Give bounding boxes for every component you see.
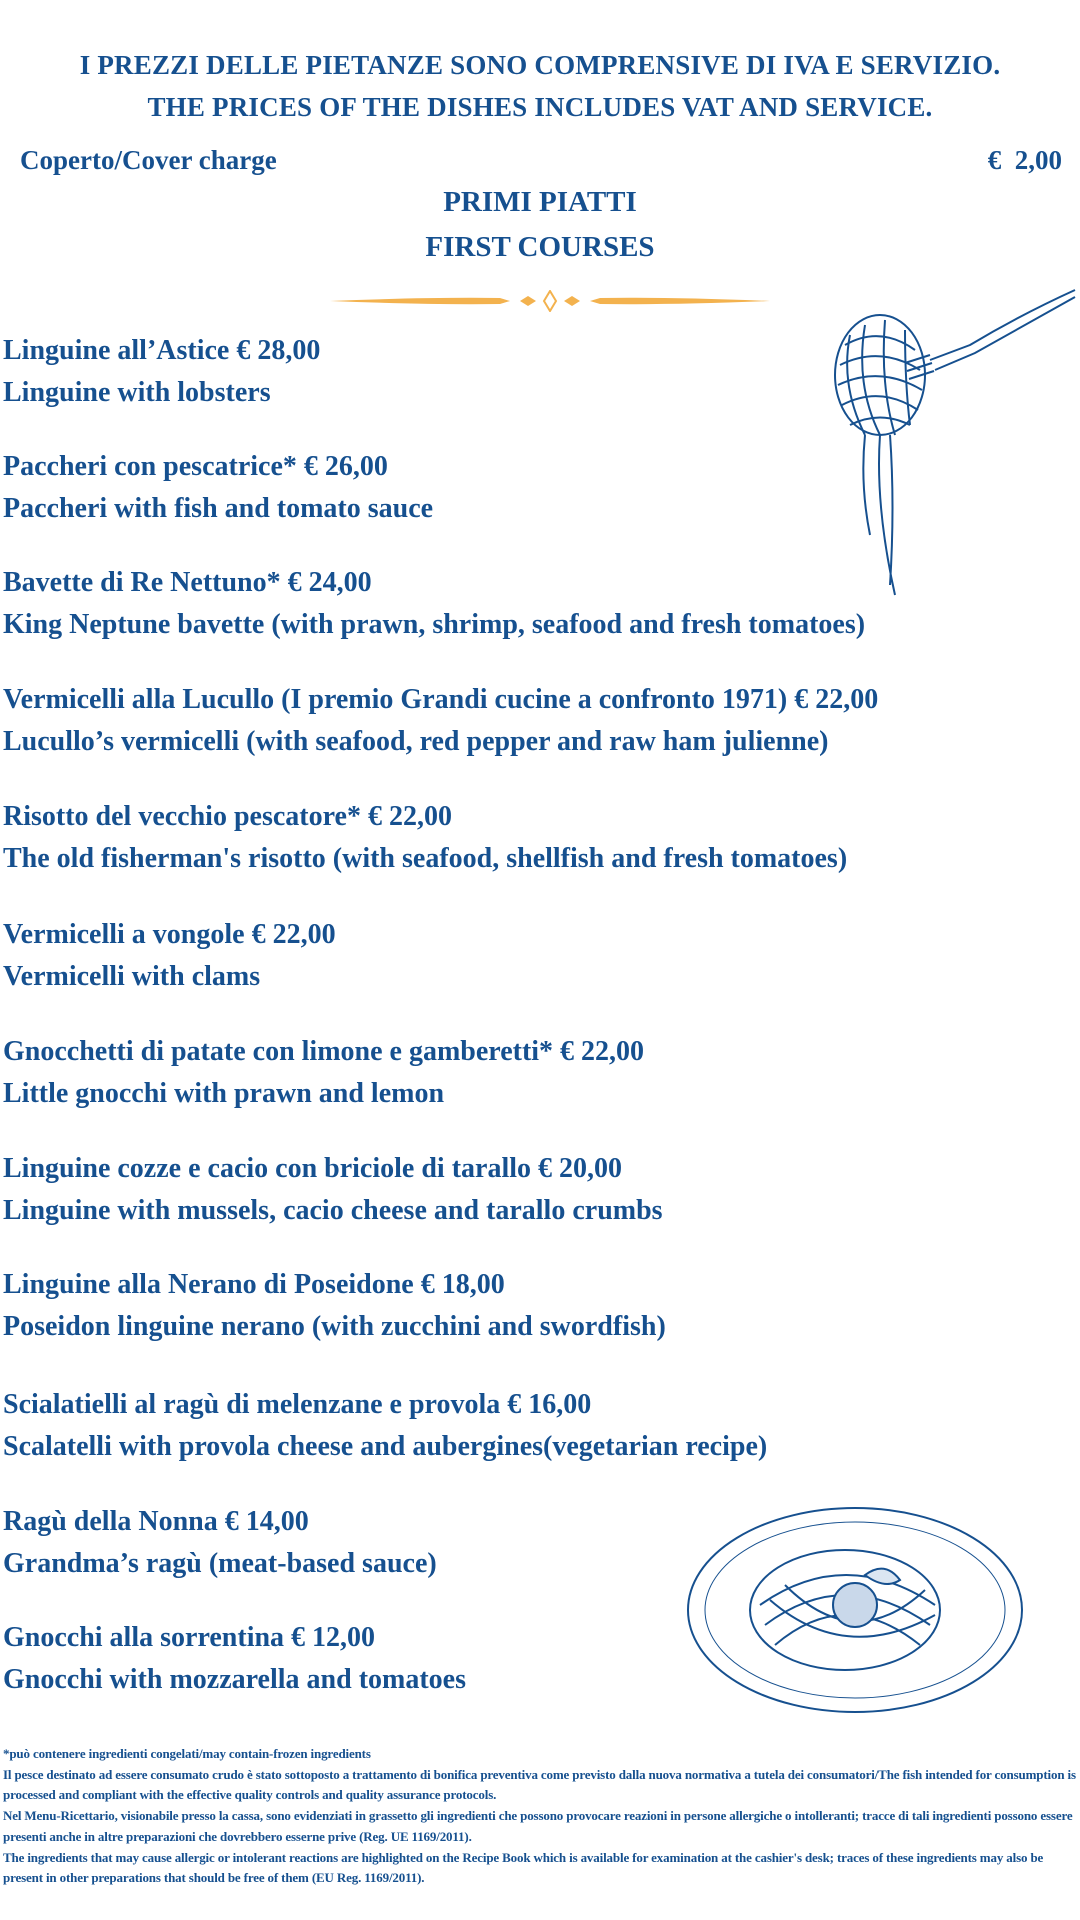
dish-name-italian: Scialatielli al ragù di melenzane e provola € 16,00 bbox=[3, 1389, 592, 1420]
menu-item bbox=[3, 330, 320, 414]
dish-name-italian: Linguine alla Nerano di Poseidone € 18,00 bbox=[3, 1269, 505, 1300]
dish-name-italian: Linguine all’Astice € 28,00 bbox=[3, 335, 321, 366]
menu-item bbox=[3, 914, 336, 998]
dish-name-italian: Bavette di Re Nettuno* € 24,00 bbox=[3, 567, 372, 598]
dish-name-english: Linguine with lobsters bbox=[3, 377, 271, 408]
dish-name-english: Poseidon linguine nerano (with zucchini and swordfish) bbox=[3, 1311, 666, 1342]
cover-charge-price: € 2,00 bbox=[987, 145, 1062, 175]
menu-item bbox=[3, 1384, 767, 1468]
dish-name-italian: Vermicelli alla Lucullo (I premio Grandi cucine a confronto 1971) € 22,00 bbox=[3, 684, 879, 715]
footnote-frozen: *può contenere ingredienti congelati/may contain-frozen ingredients bbox=[3, 1746, 371, 1761]
dish-name-italian: Linguine cozze e cacio con briciole di tarallo € 20,00 bbox=[3, 1153, 623, 1184]
menu-item bbox=[3, 562, 865, 646]
menu-item bbox=[3, 1501, 437, 1585]
dish-name-english: Lucullo’s vermicelli (with seafood, red pepper and raw ham julienne) bbox=[3, 726, 829, 757]
ornament-divider-icon bbox=[330, 290, 770, 312]
pasta-plate-icon bbox=[685, 1505, 1025, 1715]
dish-name-english: Gnocchi with mozzarella and tomatoes bbox=[3, 1664, 466, 1695]
dish-name-english: Vermicelli with clams bbox=[3, 961, 261, 992]
notice-english: THE PRICES OF THE DISHES INCLUDES VAT AND SERVICE. bbox=[147, 92, 933, 122]
menu-item bbox=[3, 1148, 663, 1232]
menu-item bbox=[3, 1031, 644, 1115]
section-title-italian: PRIMI PIATTI bbox=[443, 186, 637, 218]
dish-name-italian: Gnocchetti di patate con limone e gamberetti* € 22,00 bbox=[3, 1036, 645, 1067]
dish-name-italian: Ragù della Nonna € 14,00 bbox=[3, 1506, 309, 1537]
menu-item bbox=[3, 679, 878, 763]
spaghetti-fork-icon bbox=[820, 285, 1080, 605]
dish-name-english: King Neptune bavette (with prawn, shrimp, seafood and fresh tomatoes) bbox=[3, 609, 866, 640]
dish-name-english: Grandma’s ragù (meat-based sauce) bbox=[3, 1548, 437, 1579]
footnote-allergens-italian: Nel Menu-Ricettario, visionabile presso la cassa, sono evidenziati in grassetto gli ingredienti che possono provocare reazioni in persone allergiche o intolleranti; tracce di tali ingredienti possono essere presenti anche in altre preparazioni che dovrebbero esserne prive (Reg. UE 1169/2011). bbox=[3, 1808, 1073, 1844]
menu-item bbox=[3, 1264, 666, 1348]
footnote-raw-fish: Il pesce destinato ad essere consumato crudo è stato sottoposto a trattamento di bonifica preventiva come previsto dalla nuova normativa a tutela dei consumatori/The fish intended for consumption is processed and compliant with the effective quality controls and quality assurance protocols. bbox=[3, 1766, 1076, 1803]
dish-name-italian: Vermicelli a vongole € 22,00 bbox=[3, 919, 336, 950]
dish-name-english: The old fisherman's risotto (with seafood, shellfish and fresh tomatoes) bbox=[3, 843, 848, 874]
cover-charge-label: Coperto/Cover charge bbox=[20, 145, 277, 175]
dish-name-italian: Gnocchi alla sorrentina € 12,00 bbox=[3, 1622, 376, 1653]
dish-name-english: Paccheri with fish and tomato sauce bbox=[3, 493, 434, 524]
dish-name-english: Scalatelli with provola cheese and aubergines(vegetarian recipe) bbox=[3, 1431, 768, 1462]
section-title-english: FIRST COURSES bbox=[425, 231, 655, 263]
menu-item bbox=[3, 1617, 466, 1701]
dish-name-english: Little gnocchi with prawn and lemon bbox=[3, 1078, 445, 1109]
notice-italian: I PREZZI DELLE PIETANZE SONO COMPRENSIVE DI IVA E SERVIZIO. bbox=[79, 50, 1001, 80]
footnotes bbox=[3, 1744, 1077, 1889]
dish-name-italian: Risotto del vecchio pescatore* € 22,00 bbox=[3, 801, 452, 832]
dish-name-english: Linguine with mussels, cacio cheese and tarallo crumbs bbox=[3, 1195, 663, 1226]
menu-item bbox=[3, 796, 847, 880]
footnote-allergens-english: The ingredients that may cause allergic or intolerant reactions are highlighted on the Recipe Book which is available for examination at the cashier's desk; traces of these ingredients may also be present in other preparations that should be free of them (EU Reg. 1169/2011). bbox=[3, 1849, 1044, 1886]
dish-name-italian: Paccheri con pescatrice* € 26,00 bbox=[3, 451, 388, 482]
menu-item bbox=[3, 446, 433, 530]
cover-charge-row bbox=[20, 145, 1062, 176]
